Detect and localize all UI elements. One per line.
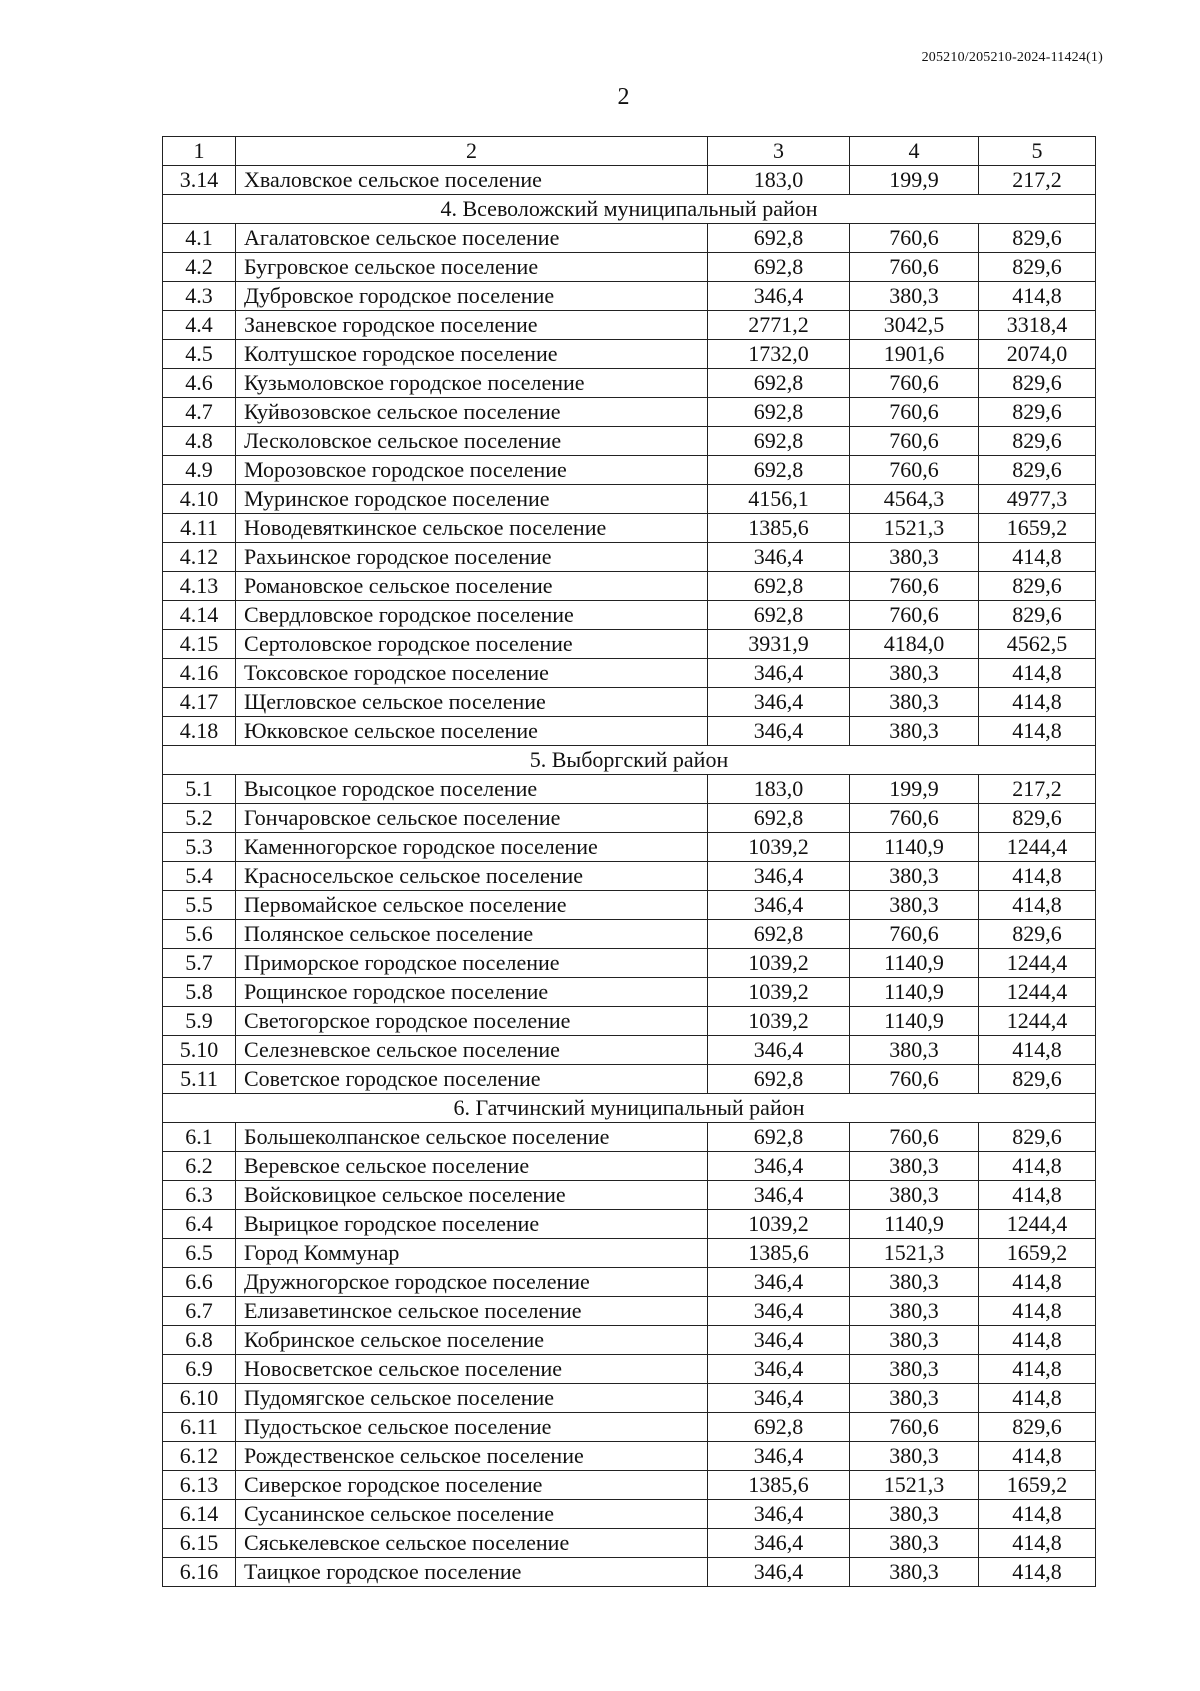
row-number: 6.10 bbox=[163, 1384, 236, 1413]
row-number: 4.6 bbox=[163, 369, 236, 398]
value-col-5: 829,6 bbox=[979, 369, 1096, 398]
value-col-5: 414,8 bbox=[979, 1297, 1096, 1326]
table-row bbox=[163, 1297, 1096, 1326]
row-number: 4.12 bbox=[163, 543, 236, 572]
value-col-3: 346,4 bbox=[708, 1529, 850, 1558]
row-number: 6.1 bbox=[163, 1123, 236, 1152]
value-col-3: 346,4 bbox=[708, 1326, 850, 1355]
table-row bbox=[163, 659, 1096, 688]
value-col-5: 414,8 bbox=[979, 1384, 1096, 1413]
value-col-3: 346,4 bbox=[708, 862, 850, 891]
row-number: 4.10 bbox=[163, 485, 236, 514]
row-number: 4.5 bbox=[163, 340, 236, 369]
table-row bbox=[163, 1384, 1096, 1413]
value-col-5: 414,8 bbox=[979, 1326, 1096, 1355]
settlement-name: Красносельское сельское поселение bbox=[236, 862, 708, 891]
value-col-4: 1140,9 bbox=[850, 949, 979, 978]
settlement-name: Высоцкое городское поселение bbox=[236, 775, 708, 804]
value-col-3: 692,8 bbox=[708, 253, 850, 282]
value-col-3: 346,4 bbox=[708, 1152, 850, 1181]
value-col-3: 692,8 bbox=[708, 920, 850, 949]
settlement-name: Каменногорское городское поселение bbox=[236, 833, 708, 862]
row-number: 6.5 bbox=[163, 1239, 236, 1268]
settlement-name: Пудостьское сельское поселение bbox=[236, 1413, 708, 1442]
value-col-4: 380,3 bbox=[850, 543, 979, 572]
table-row bbox=[163, 1442, 1096, 1471]
value-col-5: 2074,0 bbox=[979, 340, 1096, 369]
row-number: 6.14 bbox=[163, 1500, 236, 1529]
value-col-4: 380,3 bbox=[850, 1152, 979, 1181]
value-col-3: 692,8 bbox=[708, 1413, 850, 1442]
settlement-name: Юкковское сельское поселение bbox=[236, 717, 708, 746]
value-col-4: 380,3 bbox=[850, 1355, 979, 1384]
row-number: 6.7 bbox=[163, 1297, 236, 1326]
value-col-3: 1385,6 bbox=[708, 1471, 850, 1500]
value-col-4: 380,3 bbox=[850, 659, 979, 688]
section-title: 4. Всеволожский муниципальный район bbox=[163, 195, 1096, 224]
table-row bbox=[163, 369, 1096, 398]
value-col-4: 380,3 bbox=[850, 1384, 979, 1413]
row-number: 4.15 bbox=[163, 630, 236, 659]
value-col-5: 829,6 bbox=[979, 427, 1096, 456]
settlement-name: Приморское городское поселение bbox=[236, 949, 708, 978]
value-col-3: 346,4 bbox=[708, 717, 850, 746]
settlement-name: Рахьинское городское поселение bbox=[236, 543, 708, 572]
value-col-4: 1140,9 bbox=[850, 1210, 979, 1239]
settlement-name: Куйвозовское сельское поселение bbox=[236, 398, 708, 427]
table-row bbox=[163, 398, 1096, 427]
value-col-4: 760,6 bbox=[850, 398, 979, 427]
settlement-name: Новодевяткинское сельское поселение bbox=[236, 514, 708, 543]
row-number: 6.15 bbox=[163, 1529, 236, 1558]
column-header: 2 bbox=[236, 137, 708, 166]
settlement-name: Морозовское городское поселение bbox=[236, 456, 708, 485]
value-col-3: 692,8 bbox=[708, 804, 850, 833]
table-row bbox=[163, 1036, 1096, 1065]
value-col-4: 1140,9 bbox=[850, 833, 979, 862]
value-col-3: 1732,0 bbox=[708, 340, 850, 369]
value-col-5: 414,8 bbox=[979, 717, 1096, 746]
table-row bbox=[163, 1413, 1096, 1442]
page-number: 2 bbox=[617, 84, 630, 110]
value-col-5: 829,6 bbox=[979, 1123, 1096, 1152]
document-id: 205210/205210-2024-11424(1) bbox=[921, 50, 1103, 65]
value-col-5: 829,6 bbox=[979, 1065, 1096, 1094]
value-col-4: 1521,3 bbox=[850, 1471, 979, 1500]
value-col-3: 692,8 bbox=[708, 601, 850, 630]
table-row bbox=[163, 630, 1096, 659]
column-header: 1 bbox=[163, 137, 236, 166]
value-col-4: 4184,0 bbox=[850, 630, 979, 659]
value-col-5: 1244,4 bbox=[979, 833, 1096, 862]
value-col-3: 346,4 bbox=[708, 1268, 850, 1297]
row-number: 5.4 bbox=[163, 862, 236, 891]
value-col-5: 1659,2 bbox=[979, 514, 1096, 543]
row-number: 4.17 bbox=[163, 688, 236, 717]
value-col-4: 1140,9 bbox=[850, 1007, 979, 1036]
value-col-4: 1521,3 bbox=[850, 1239, 979, 1268]
settlement-name: Бугровское сельское поселение bbox=[236, 253, 708, 282]
table-row bbox=[163, 949, 1096, 978]
column-header: 3 bbox=[708, 137, 850, 166]
table-row bbox=[163, 920, 1096, 949]
settlement-name: Сусанинское сельское поселение bbox=[236, 1500, 708, 1529]
value-col-3: 692,8 bbox=[708, 1065, 850, 1094]
row-number: 3.14 bbox=[163, 166, 236, 195]
table-row bbox=[163, 1268, 1096, 1297]
value-col-5: 414,8 bbox=[979, 1355, 1096, 1384]
value-col-5: 1659,2 bbox=[979, 1239, 1096, 1268]
value-col-3: 183,0 bbox=[708, 775, 850, 804]
settlement-name: Пудомягское сельское поселение bbox=[236, 1384, 708, 1413]
row-number: 5.6 bbox=[163, 920, 236, 949]
row-number: 5.11 bbox=[163, 1065, 236, 1094]
value-col-5: 414,8 bbox=[979, 282, 1096, 311]
value-col-4: 380,3 bbox=[850, 891, 979, 920]
settlement-name: Вырицкое городское поселение bbox=[236, 1210, 708, 1239]
value-col-5: 1244,4 bbox=[979, 978, 1096, 1007]
column-header: 4 bbox=[850, 137, 979, 166]
settlement-name: Большеколпанское сельское поселение bbox=[236, 1123, 708, 1152]
table-row bbox=[163, 775, 1096, 804]
table-row bbox=[163, 572, 1096, 601]
settlement-name: Щегловское сельское поселение bbox=[236, 688, 708, 717]
value-col-3: 3931,9 bbox=[708, 630, 850, 659]
table-row bbox=[163, 514, 1096, 543]
settlement-name: Новосветское сельское поселение bbox=[236, 1355, 708, 1384]
table-row bbox=[163, 1123, 1096, 1152]
settlement-name: Первомайское сельское поселение bbox=[236, 891, 708, 920]
table-row bbox=[163, 717, 1096, 746]
table-row bbox=[163, 688, 1096, 717]
settlement-name: Дружногорское городское поселение bbox=[236, 1268, 708, 1297]
value-col-4: 380,3 bbox=[850, 1558, 979, 1587]
value-col-3: 346,4 bbox=[708, 1181, 850, 1210]
section-title: 5. Выборгский район bbox=[163, 746, 1096, 775]
value-col-4: 760,6 bbox=[850, 1065, 979, 1094]
settlement-name: Токсовское городское поселение bbox=[236, 659, 708, 688]
value-col-4: 380,3 bbox=[850, 1529, 979, 1558]
value-col-3: 346,4 bbox=[708, 1036, 850, 1065]
value-col-3: 692,8 bbox=[708, 398, 850, 427]
value-col-5: 829,6 bbox=[979, 456, 1096, 485]
value-col-5: 829,6 bbox=[979, 224, 1096, 253]
table-row bbox=[163, 1210, 1096, 1239]
row-number: 4.14 bbox=[163, 601, 236, 630]
table-row bbox=[163, 1181, 1096, 1210]
table-row bbox=[163, 1065, 1096, 1094]
value-col-5: 217,2 bbox=[979, 166, 1096, 195]
value-col-4: 199,9 bbox=[850, 166, 979, 195]
value-col-5: 414,8 bbox=[979, 862, 1096, 891]
settlement-name: Хваловское сельское поселение bbox=[236, 166, 708, 195]
value-col-4: 760,6 bbox=[850, 572, 979, 601]
row-number: 6.11 bbox=[163, 1413, 236, 1442]
value-col-5: 829,6 bbox=[979, 601, 1096, 630]
table-row bbox=[163, 427, 1096, 456]
table-row bbox=[163, 485, 1096, 514]
value-col-5: 829,6 bbox=[979, 1413, 1096, 1442]
row-number: 4.9 bbox=[163, 456, 236, 485]
value-col-4: 760,6 bbox=[850, 1413, 979, 1442]
settlement-name: Колтушское городское поселение bbox=[236, 340, 708, 369]
value-col-4: 760,6 bbox=[850, 601, 979, 630]
row-number: 5.2 bbox=[163, 804, 236, 833]
value-col-5: 217,2 bbox=[979, 775, 1096, 804]
value-col-5: 414,8 bbox=[979, 688, 1096, 717]
settlement-name: Елизаветинское сельское поселение bbox=[236, 1297, 708, 1326]
settlement-name: Войсковицкое сельское поселение bbox=[236, 1181, 708, 1210]
row-number: 4.1 bbox=[163, 224, 236, 253]
value-col-4: 760,6 bbox=[850, 369, 979, 398]
value-col-4: 380,3 bbox=[850, 282, 979, 311]
value-col-5: 829,6 bbox=[979, 920, 1096, 949]
settlement-name: Кобринское сельское поселение bbox=[236, 1326, 708, 1355]
table-row bbox=[163, 543, 1096, 572]
table-row bbox=[163, 891, 1096, 920]
row-number: 5.8 bbox=[163, 978, 236, 1007]
section-title: 6. Гатчинский муниципальный район bbox=[163, 1094, 1096, 1123]
value-col-4: 380,3 bbox=[850, 862, 979, 891]
row-number: 4.4 bbox=[163, 311, 236, 340]
table-row bbox=[163, 253, 1096, 282]
value-col-4: 380,3 bbox=[850, 688, 979, 717]
table-row bbox=[163, 601, 1096, 630]
row-number: 5.9 bbox=[163, 1007, 236, 1036]
value-col-3: 183,0 bbox=[708, 166, 850, 195]
settlement-name: Город Коммунар bbox=[236, 1239, 708, 1268]
table-row bbox=[163, 1152, 1096, 1181]
row-number: 4.18 bbox=[163, 717, 236, 746]
value-col-4: 1901,6 bbox=[850, 340, 979, 369]
value-col-3: 1039,2 bbox=[708, 949, 850, 978]
row-number: 6.3 bbox=[163, 1181, 236, 1210]
value-col-3: 1039,2 bbox=[708, 1210, 850, 1239]
table-row bbox=[163, 340, 1096, 369]
column-header: 5 bbox=[979, 137, 1096, 166]
value-col-5: 4977,3 bbox=[979, 485, 1096, 514]
settlement-name: Сертоловское городское поселение bbox=[236, 630, 708, 659]
settlement-name: Гончаровское сельское поселение bbox=[236, 804, 708, 833]
value-col-3: 692,8 bbox=[708, 1123, 850, 1152]
value-col-5: 414,8 bbox=[979, 1036, 1096, 1065]
value-col-3: 692,8 bbox=[708, 369, 850, 398]
value-col-3: 346,4 bbox=[708, 543, 850, 572]
row-number: 4.2 bbox=[163, 253, 236, 282]
section-row bbox=[163, 1094, 1096, 1123]
settlement-name: Заневское городское поселение bbox=[236, 311, 708, 340]
value-col-3: 4156,1 bbox=[708, 485, 850, 514]
header-row bbox=[163, 137, 1096, 166]
row-number: 4.13 bbox=[163, 572, 236, 601]
value-col-4: 760,6 bbox=[850, 253, 979, 282]
settlement-name: Кузьмоловское городское поселение bbox=[236, 369, 708, 398]
row-number: 4.11 bbox=[163, 514, 236, 543]
value-col-3: 346,4 bbox=[708, 659, 850, 688]
value-col-5: 414,8 bbox=[979, 1268, 1096, 1297]
value-col-5: 414,8 bbox=[979, 1558, 1096, 1587]
table-row bbox=[163, 1239, 1096, 1268]
data-table bbox=[162, 136, 1096, 1587]
row-number: 4.16 bbox=[163, 659, 236, 688]
table-row bbox=[163, 282, 1096, 311]
value-col-4: 1521,3 bbox=[850, 514, 979, 543]
value-col-3: 1385,6 bbox=[708, 514, 850, 543]
value-col-4: 760,6 bbox=[850, 456, 979, 485]
settlement-name: Веревское сельское поселение bbox=[236, 1152, 708, 1181]
value-col-3: 1039,2 bbox=[708, 1007, 850, 1036]
table-row bbox=[163, 311, 1096, 340]
table-row bbox=[163, 1355, 1096, 1384]
value-col-5: 3318,4 bbox=[979, 311, 1096, 340]
settlement-name: Лесколовское сельское поселение bbox=[236, 427, 708, 456]
value-col-3: 346,4 bbox=[708, 1355, 850, 1384]
value-col-3: 1385,6 bbox=[708, 1239, 850, 1268]
value-col-5: 4562,5 bbox=[979, 630, 1096, 659]
row-number: 6.16 bbox=[163, 1558, 236, 1587]
value-col-5: 414,8 bbox=[979, 659, 1096, 688]
value-col-4: 1140,9 bbox=[850, 978, 979, 1007]
value-col-5: 829,6 bbox=[979, 572, 1096, 601]
value-col-4: 380,3 bbox=[850, 1297, 979, 1326]
value-col-3: 1039,2 bbox=[708, 978, 850, 1007]
table-row bbox=[163, 1326, 1096, 1355]
section-row bbox=[163, 195, 1096, 224]
value-col-4: 760,6 bbox=[850, 1123, 979, 1152]
value-col-5: 414,8 bbox=[979, 543, 1096, 572]
settlement-name: Советское городское поселение bbox=[236, 1065, 708, 1094]
settlement-name: Сяськелевское сельское поселение bbox=[236, 1529, 708, 1558]
table-row bbox=[163, 1007, 1096, 1036]
value-col-5: 1244,4 bbox=[979, 1007, 1096, 1036]
value-col-5: 829,6 bbox=[979, 253, 1096, 282]
row-number: 5.1 bbox=[163, 775, 236, 804]
value-col-4: 760,6 bbox=[850, 224, 979, 253]
value-col-3: 346,4 bbox=[708, 1384, 850, 1413]
row-number: 5.7 bbox=[163, 949, 236, 978]
table-row bbox=[163, 1471, 1096, 1500]
value-col-4: 3042,5 bbox=[850, 311, 979, 340]
value-col-3: 346,4 bbox=[708, 1558, 850, 1587]
value-col-4: 380,3 bbox=[850, 1268, 979, 1297]
row-number: 6.4 bbox=[163, 1210, 236, 1239]
value-col-5: 1244,4 bbox=[979, 1210, 1096, 1239]
table-row bbox=[163, 978, 1096, 1007]
value-col-4: 380,3 bbox=[850, 1500, 979, 1529]
settlement-name: Свердловское городское поселение bbox=[236, 601, 708, 630]
value-col-3: 346,4 bbox=[708, 1297, 850, 1326]
value-col-3: 2771,2 bbox=[708, 311, 850, 340]
value-col-4: 760,6 bbox=[850, 427, 979, 456]
value-col-3: 346,4 bbox=[708, 1500, 850, 1529]
settlement-name: Светогорское городское поселение bbox=[236, 1007, 708, 1036]
table-header bbox=[163, 137, 1096, 166]
settlement-name: Рощинское городское поселение bbox=[236, 978, 708, 1007]
value-col-3: 692,8 bbox=[708, 572, 850, 601]
row-number: 6.13 bbox=[163, 1471, 236, 1500]
row-number: 6.12 bbox=[163, 1442, 236, 1471]
value-col-3: 346,4 bbox=[708, 282, 850, 311]
row-number: 6.9 bbox=[163, 1355, 236, 1384]
value-col-3: 692,8 bbox=[708, 427, 850, 456]
row-number: 6.8 bbox=[163, 1326, 236, 1355]
row-number: 6.2 bbox=[163, 1152, 236, 1181]
value-col-4: 380,3 bbox=[850, 1181, 979, 1210]
settlement-name: Муринское городское поселение bbox=[236, 485, 708, 514]
value-col-3: 346,4 bbox=[708, 688, 850, 717]
row-number: 5.5 bbox=[163, 891, 236, 920]
row-number: 4.3 bbox=[163, 282, 236, 311]
table-row bbox=[163, 224, 1096, 253]
value-col-3: 346,4 bbox=[708, 1442, 850, 1471]
value-col-5: 829,6 bbox=[979, 398, 1096, 427]
value-col-5: 414,8 bbox=[979, 1500, 1096, 1529]
value-col-5: 414,8 bbox=[979, 1152, 1096, 1181]
value-col-3: 346,4 bbox=[708, 891, 850, 920]
value-col-3: 692,8 bbox=[708, 456, 850, 485]
value-col-5: 414,8 bbox=[979, 1529, 1096, 1558]
value-col-5: 414,8 bbox=[979, 1442, 1096, 1471]
value-col-5: 1659,2 bbox=[979, 1471, 1096, 1500]
value-col-4: 4564,3 bbox=[850, 485, 979, 514]
settlement-name: Полянское сельское поселение bbox=[236, 920, 708, 949]
value-col-4: 760,6 bbox=[850, 920, 979, 949]
row-number: 5.10 bbox=[163, 1036, 236, 1065]
row-number: 4.7 bbox=[163, 398, 236, 427]
value-col-5: 414,8 bbox=[979, 1181, 1096, 1210]
section-row bbox=[163, 746, 1096, 775]
value-col-4: 199,9 bbox=[850, 775, 979, 804]
value-col-4: 380,3 bbox=[850, 1326, 979, 1355]
row-number: 5.3 bbox=[163, 833, 236, 862]
settlement-name: Романовское сельское поселение bbox=[236, 572, 708, 601]
value-col-5: 1244,4 bbox=[979, 949, 1096, 978]
table-row bbox=[163, 1558, 1096, 1587]
settlement-name: Рождественское сельское поселение bbox=[236, 1442, 708, 1471]
table-row bbox=[163, 1500, 1096, 1529]
settlement-name: Таицкое городское поселение bbox=[236, 1558, 708, 1587]
row-number: 4.8 bbox=[163, 427, 236, 456]
value-col-4: 380,3 bbox=[850, 1442, 979, 1471]
table-row bbox=[163, 833, 1096, 862]
table-row bbox=[163, 804, 1096, 833]
table-row bbox=[163, 166, 1096, 195]
settlement-name: Агалатовское сельское поселение bbox=[236, 224, 708, 253]
value-col-5: 414,8 bbox=[979, 891, 1096, 920]
table-body bbox=[163, 166, 1096, 1587]
value-col-3: 692,8 bbox=[708, 224, 850, 253]
value-col-3: 1039,2 bbox=[708, 833, 850, 862]
value-col-4: 760,6 bbox=[850, 804, 979, 833]
value-col-4: 380,3 bbox=[850, 717, 979, 746]
table-row bbox=[163, 862, 1096, 891]
value-col-5: 829,6 bbox=[979, 804, 1096, 833]
value-col-4: 380,3 bbox=[850, 1036, 979, 1065]
table-row bbox=[163, 456, 1096, 485]
settlement-name: Сиверское городское поселение bbox=[236, 1471, 708, 1500]
settlement-name: Селезневское сельское поселение bbox=[236, 1036, 708, 1065]
table-row bbox=[163, 1529, 1096, 1558]
row-number: 6.6 bbox=[163, 1268, 236, 1297]
settlement-name: Дубровское городское поселение bbox=[236, 282, 708, 311]
